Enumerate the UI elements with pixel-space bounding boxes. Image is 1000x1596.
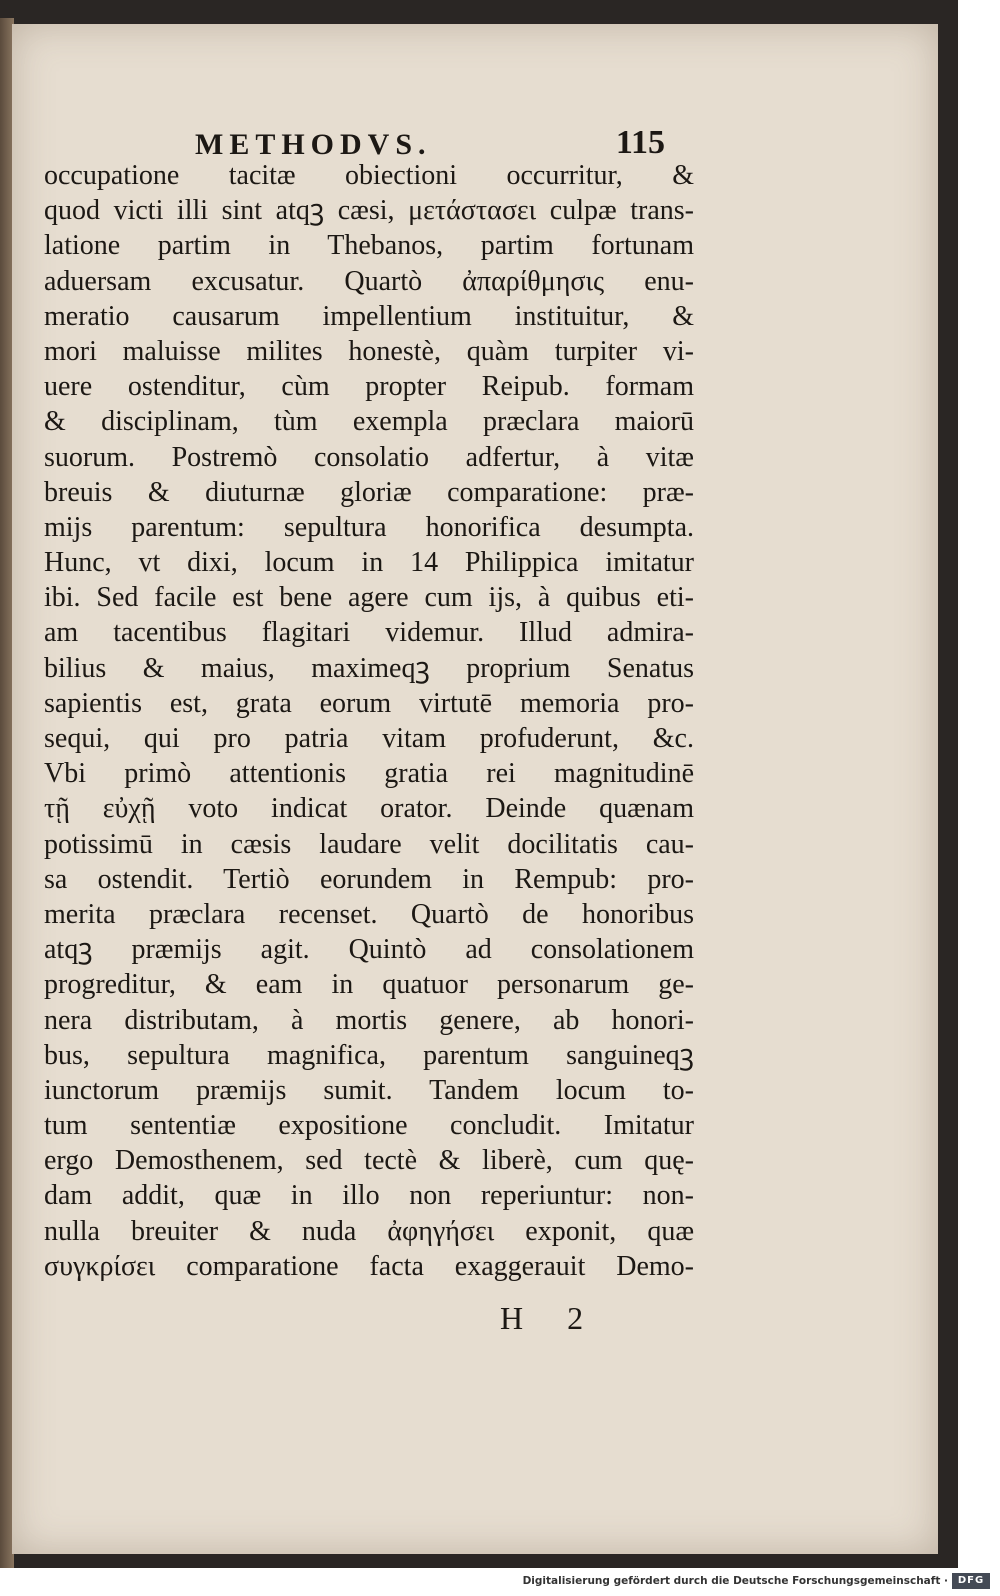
text-line: tum sententiæ expositione concludit. Imitatur [44, 1110, 694, 1142]
text-line: atqꝫ præmijs agit. Quintò ad consolationem [44, 934, 694, 966]
text-body [44, 158, 694, 1284]
footer-credit: Digitalisierung gefördert durch die Deutsche Forschungsgemeinschaft · [522, 1575, 948, 1587]
text-line: nulla breuiter & nuda ἀφηγήσει exponit, quæ [44, 1215, 694, 1247]
text-line: am tacentibus flagitari videmur. Illud admira- [44, 617, 694, 649]
text-line: uere ostenditur, cùm propter Reipub. formam [44, 371, 694, 403]
footer [0, 1568, 1000, 1596]
text-line: dam addit, quæ in illo non reperiuntur: non- [44, 1180, 694, 1212]
text-line: mori maluisse milites honestè, quàm turpiter vi- [44, 335, 694, 367]
text-line: iunctorum præmijs sumit. Tandem locum to- [44, 1074, 694, 1106]
text-line: nera distributam, à mortis genere, ab honori- [44, 1004, 694, 1036]
text-line: ergo Demosthenem, sed tectè & liberè, cum quę- [44, 1145, 694, 1177]
text-line: Hunc, vt dixi, locum in 14 Philippica imitatur [44, 547, 694, 579]
text-line: occupatione tacitæ obiectioni occurritur, & [44, 160, 694, 191]
text-line: suorum. Postremò consolatio adfertur, à vitæ [44, 441, 694, 473]
text-line: sapientis est, grata eorum virtutē memoria pro- [44, 687, 694, 719]
page-number: 115 [615, 124, 665, 161]
text-line: progreditur, & eam in quatuor personarum ge- [44, 969, 694, 1001]
text-line: ibi. Sed facile est bene agere cum ijs, à quibus eti- [44, 582, 694, 614]
text-line: & disciplinam, tùm exempla præclara maiorū [44, 406, 694, 438]
text-line: συγκρίσει comparatione facta exaggerauit Demo- [44, 1250, 694, 1282]
running-head: METHODVS. [195, 128, 432, 161]
dfg-logo: DFG [952, 1573, 990, 1589]
text-line: potissimū in cæsis laudare velit docilitatis cau- [44, 828, 694, 860]
signature-mark: H 2 [500, 1300, 602, 1336]
text-line: meratio causarum impellentium instituitur, & [44, 300, 694, 332]
text-line: mijs parentum: sepultura honorifica desumpta. [44, 511, 694, 543]
text-line: τῇ εὐχῇ voto indicat orator. Deinde quænam [44, 793, 694, 825]
text-line: bus, sepultura magnifica, parentum sanguineqꝫ [44, 1039, 694, 1071]
text-line: aduersam excusatur. Quartò ἀπαρίθμησις enu- [44, 265, 694, 297]
text-line: breuis & diuturnæ gloriæ comparatione: præ- [44, 476, 694, 508]
text-line: bilius & maius, maximeqꝫ proprium Senatus [44, 652, 694, 684]
text-line: sequi, qui pro patria vitam profuderunt, &c. [44, 723, 694, 754]
text-line: quod victi illi sint atqꝫ cæsi, μετάστασει culpæ trans- [44, 195, 694, 227]
text-line: latione partim in Thebanos, partim fortunam [44, 230, 694, 262]
text-line: merita præclara recenset. Quartò de honoribus [44, 898, 694, 930]
text-line: Vbi primò attentionis gratia rei magnitudinē [44, 758, 694, 790]
text-line: sa ostendit. Tertiò eorundem in Rempub: pro- [44, 863, 694, 895]
